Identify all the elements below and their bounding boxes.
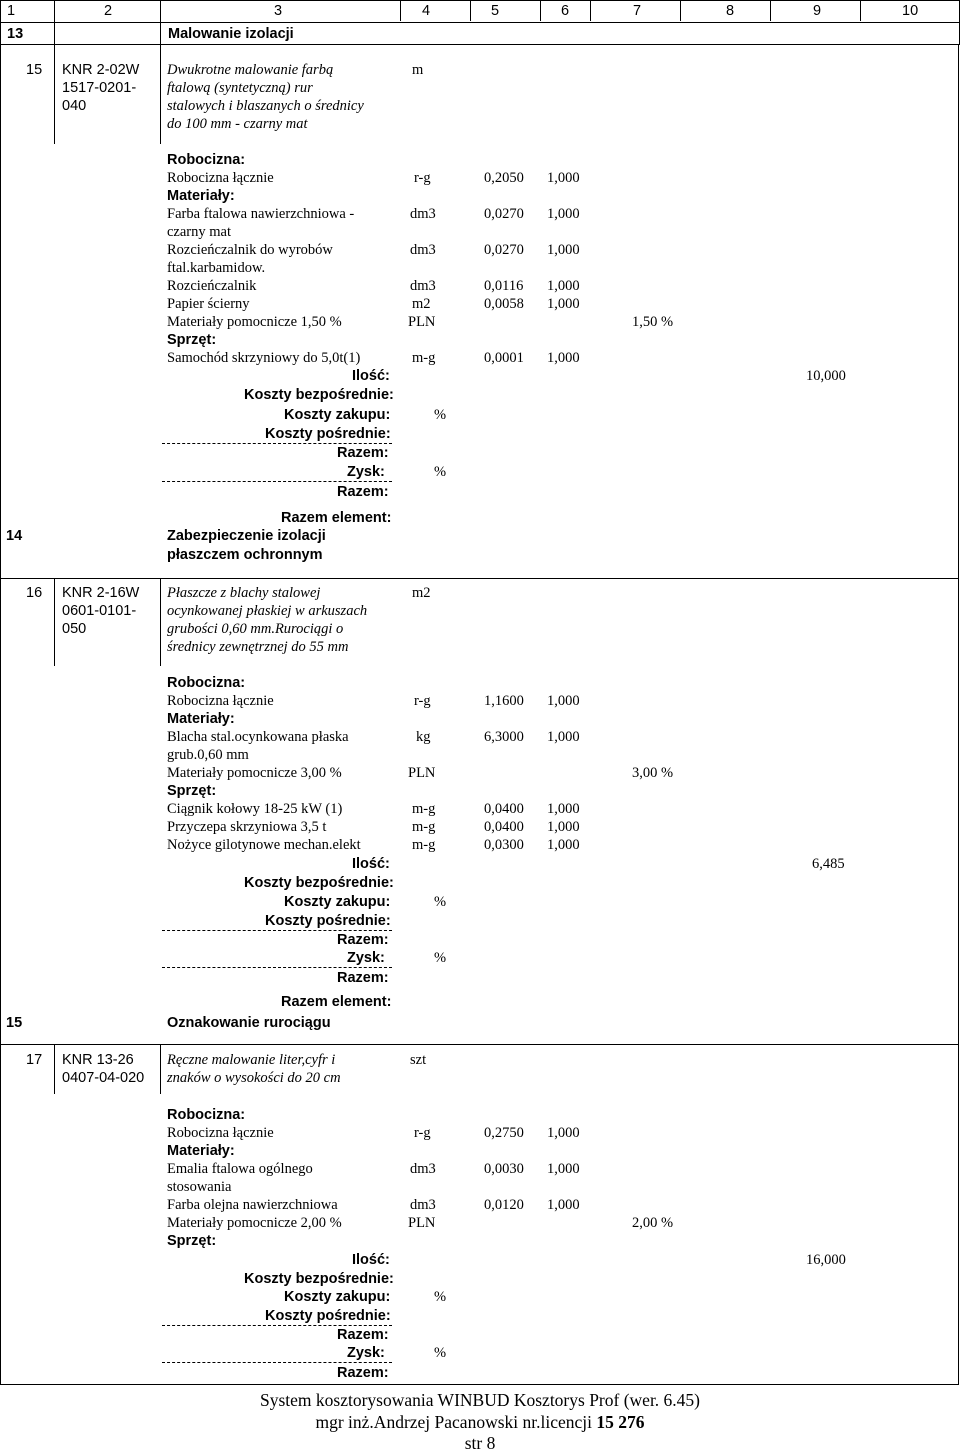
label-razem: Razem: [337,484,389,500]
col-divider [54,0,55,44]
resource-unit: dm3 [410,1161,436,1177]
resource-name: Materiały pomocnicze 1,50 % [167,314,342,330]
resource-name: Blacha stal.ocynkowana płaska [167,729,349,745]
footer-software: System kosztorysowania WINBUD Kosztorys Prof (wer. 6.45) [259,1390,701,1410]
resource-coef: 1,000 [547,278,580,294]
knr-code-line: 050 [62,621,87,637]
resource-unit: r-g [414,1125,431,1141]
element-number: 14 [6,528,23,544]
footer-page-number: str 8 [464,1433,496,1453]
footer-license [0,1411,960,1433]
col-7: 7 [633,3,642,19]
label-koszty-zakupu: Koszty zakupu: [284,1289,391,1305]
knr-code-line: KNR 2-16W [62,585,140,601]
label-ilosc: Ilość: [352,368,390,384]
resource-norm: 0,0270 [484,206,524,222]
section-materialy: Materiały: [167,711,235,727]
resource-unit: m-g [412,837,436,853]
col-divider [680,0,681,21]
label-razem: Razem: [337,1327,389,1343]
col-2: 2 [104,3,113,19]
row-divider [0,578,959,579]
col-1: 1 [7,3,16,19]
element-number: 15 [6,1015,23,1031]
resource-norm: 0,0001 [484,350,524,366]
knr-code-line: 1517-0201- [62,80,137,96]
knr-code-line: KNR 2-02W [62,62,140,78]
col-divider [860,0,861,21]
position-number: 16 [26,585,43,601]
col-divider [400,0,401,21]
position-unit: szt [410,1052,427,1068]
dashed-separator [162,1362,392,1363]
section-sprzet: Sprzęt: [167,783,217,799]
resource-unit: PLN [408,765,436,781]
resource-name: Papier ścierny [167,296,250,312]
resource-norm: 0,0116 [484,278,524,294]
section-materialy: Materiały: [167,188,235,204]
percent-sign: % [434,464,447,480]
code-col-divider [54,1044,55,1094]
col-6: 6 [561,3,570,19]
label-razem: Razem: [337,445,389,461]
col-8: 8 [726,3,735,19]
resource-unit: m-g [412,801,436,817]
resource-unit: dm3 [410,206,436,222]
section-materialy: Materiały: [167,1143,235,1159]
description-line: Dwukrotne malowanie farbą [167,62,334,78]
dashed-separator [162,967,392,968]
description-line: grubości 0,60 mm.Rurociągi o [167,621,344,637]
resource-coef: 1,000 [547,801,580,817]
resource-coef: 1,000 [547,350,580,366]
position-unit: m [412,62,424,78]
percent-sign: % [434,1345,447,1361]
resource-unit: dm3 [410,1197,436,1213]
resource-unit: dm3 [410,242,436,258]
resource-unit: PLN [408,314,436,330]
description-line: średnicy zewnętrznej do 55 mm [167,639,349,655]
resource-norm: 0,0270 [484,242,524,258]
col-divider [770,0,771,21]
knr-code-line: 040 [62,98,87,114]
resource-name: Materiały pomocnicze 3,00 % [167,765,342,781]
resource-coef: 1,000 [547,693,580,709]
resource-name: Robocizna łącznie [167,693,274,709]
resource-norm: 6,3000 [484,729,524,745]
resource-norm: 0,0058 [484,296,524,312]
label-razem-element: Razem element: [281,510,392,526]
code-col-divider [54,578,55,666]
percent-sign: % [434,407,447,423]
resource-name: Farba olejna nawierzchniowa [167,1197,338,1213]
resource-name: Przyczepa skrzyniowa 3,5 t [167,819,327,835]
percent-sign: % [434,950,447,966]
desc-col-divider [160,578,161,666]
resource-norm: 0,0030 [484,1161,524,1177]
left-border [0,44,1,1385]
resource-norm: 0,0400 [484,819,524,835]
resource-name: Farba ftalowa nawierzchniowa - [167,206,355,222]
element-title: Oznakowanie rurociągu [167,1015,331,1031]
element-13-row [1,23,959,44]
resource-norm: 0,0120 [484,1197,524,1213]
label-koszty-zakupu: Koszty zakupu: [284,894,391,910]
section-robocizna: Robocizna: [167,675,246,691]
section-robocizna: Robocizna: [167,152,246,168]
quantity-value: 10,000 [806,368,846,384]
resource-unit: dm3 [410,278,436,294]
label-zysk: Zysk: [347,950,385,966]
label-koszty-posrednie: Koszty pośrednie: [265,1308,391,1324]
table-bottom-border [0,1384,959,1385]
percent-sign: % [434,894,447,910]
resource-unit: m-g [412,819,436,835]
position-unit: m2 [412,585,431,601]
resource-coef: 1,000 [547,837,580,853]
resource-norm: 0,2750 [484,1125,524,1141]
element-title: płaszczem ochronnym [167,547,323,563]
percent-sign: % [434,1289,447,1305]
col-divider [470,0,471,21]
resource-name: Robocizna łącznie [167,1125,274,1141]
col-5: 5 [491,3,500,19]
description-line: Ręczne malowanie liter,cyfr i [167,1052,336,1068]
resource-unit: kg [416,729,431,745]
row-divider [0,1044,959,1045]
description-line: Płaszcze z blachy stalowej [167,585,321,601]
label-zysk: Zysk: [347,1345,385,1361]
label-razem-element: Razem element: [281,994,392,1010]
resource-norm: 0,0400 [484,801,524,817]
label-koszty-zakupu: Koszty zakupu: [284,407,391,423]
col-4: 4 [422,3,431,19]
footer-license-text: mgr inż.Andrzej Pacanowski nr.licencji [315,1412,597,1432]
footer-license-number: 15 276 [596,1412,645,1432]
element-title: Zabezpieczenie izolacji [167,528,326,544]
knr-code-line: 0407-04-020 [62,1070,145,1086]
resource-coef: 1,000 [547,1197,580,1213]
table-header [0,0,960,45]
description-line: ftalową (syntetyczną) rur [167,80,313,96]
section-sprzet: Sprzęt: [167,1233,217,1249]
resource-norm: 0,0300 [484,837,524,853]
label-koszty-bezposrednie: Koszty bezpośrednie: [244,875,394,891]
resource-coef: 1,000 [547,1125,580,1141]
column-numbers-row [1,1,959,23]
quantity-value: 6,485 [812,856,845,872]
label-ilosc: Ilość: [352,856,390,872]
label-razem: Razem: [337,932,389,948]
knr-code-line: 0601-0101- [62,603,137,619]
label-koszty-bezposrednie: Koszty bezpośrednie: [244,387,394,403]
quantity-value: 16,000 [806,1252,846,1268]
section-robocizna: Robocizna: [167,1107,246,1123]
desc-col-divider [160,44,161,144]
knr-code-line: KNR 13-26 [62,1052,134,1068]
resource-coef: 1,000 [547,296,580,312]
resource-coef: 1,000 [547,729,580,745]
resource-name: Nożyce gilotynowe mechan.elekt [167,837,361,853]
label-ilosc: Ilość: [352,1252,390,1268]
col-divider [590,0,591,21]
desc-col-divider [160,1044,161,1094]
label-razem: Razem: [337,970,389,986]
element-number: 13 [7,26,24,42]
label-zysk: Zysk: [347,464,385,480]
label-razem: Razem: [337,1365,389,1381]
resource-percent: 3,00 % [632,765,674,781]
resource-name: Samochód skrzyniowy do 5,0t(1) [167,350,361,366]
resource-coef: 1,000 [547,1161,580,1177]
resource-name: Rozcieńczalnik do wyrobów [167,242,333,258]
description-line: stalowych i blaszanych o średnicy [167,98,364,114]
resource-name: Ciągnik kołowy 18-25 kW (1) [167,801,343,817]
resource-norm: 0,2050 [484,170,524,186]
description-line: do 100 mm - czarny mat [167,116,308,132]
resource-coef: 1,000 [547,242,580,258]
resource-coef: 1,000 [547,170,580,186]
resource-unit: PLN [408,1215,436,1231]
resource-coef: 1,000 [547,206,580,222]
code-col-divider [54,44,55,144]
right-border [958,44,959,1385]
description-line: znaków o wysokości do 20 cm [167,1070,341,1086]
resource-unit: r-g [414,170,431,186]
col-3: 3 [274,3,283,19]
resource-name-cont: ftal.karbamidow. [167,260,266,276]
resource-unit: m-g [412,350,436,366]
resource-norm: 1,1600 [484,693,524,709]
resource-unit: r-g [414,693,431,709]
section-sprzet: Sprzęt: [167,332,217,348]
description-line: ocynkowanej płaskiej w arkuszach [167,603,368,619]
resource-percent: 2,00 % [632,1215,674,1231]
row-divider [0,44,959,45]
resource-name: Emalia ftalowa ogólnego [167,1161,313,1177]
position-number: 17 [26,1052,43,1068]
resource-coef: 1,000 [547,819,580,835]
resource-name-cont: stosowania [167,1179,232,1195]
resource-name-cont: grub.0,60 mm [167,747,249,763]
element-title: Malowanie izolacji [168,26,294,42]
col-divider [160,0,161,44]
label-koszty-posrednie: Koszty pośrednie: [265,913,391,929]
resource-name: Robocizna łącznie [167,170,274,186]
resource-percent: 1,50 % [632,314,674,330]
label-koszty-posrednie: Koszty pośrednie: [265,426,391,442]
resource-name-cont: czarny mat [167,224,232,240]
col-10: 10 [902,3,919,19]
label-koszty-bezposrednie: Koszty bezpośrednie: [244,1271,394,1287]
position-number: 15 [26,62,43,78]
col-divider [540,0,541,21]
resource-unit: m2 [412,296,431,312]
resource-name: Materiały pomocnicze 2,00 % [167,1215,342,1231]
resource-name: Rozcieńczalnik [167,278,257,294]
col-9: 9 [813,3,822,19]
dashed-separator [162,481,392,482]
